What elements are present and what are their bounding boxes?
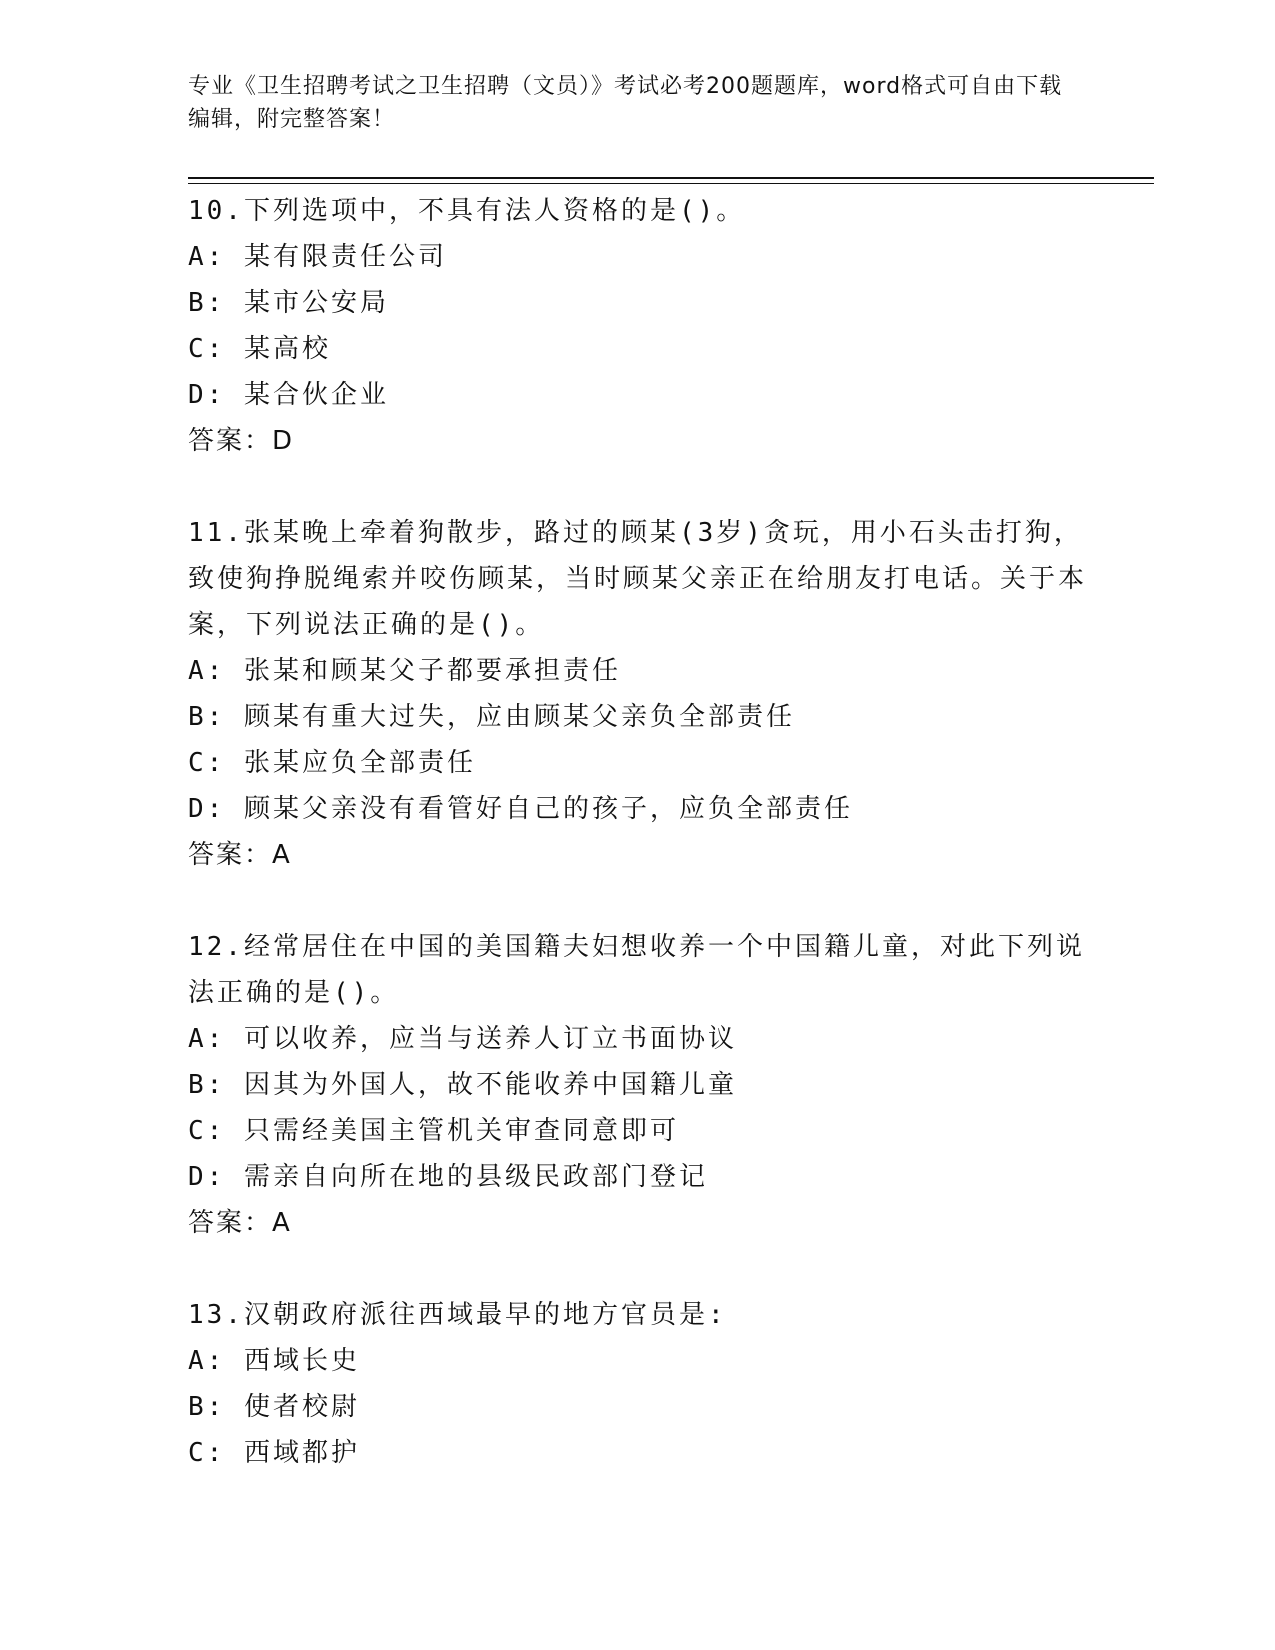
option-a: A: 可以收养，应当与送养人订立书面协议 xyxy=(188,1024,737,1054)
document-header: 专业《卫生招聘考试之卫生招聘（文员）》考试必考200题题库，word格式可自由下载编辑，附完整答案！ xyxy=(188,74,1063,132)
question-stem: 12.经常居住在中国的美国籍夫妇想收养一个中国籍儿童，对此下列说法正确的是()。 xyxy=(188,932,1085,1008)
question-stem: 10.下列选项中，不具有法人资格的是()。 xyxy=(188,196,746,226)
answer-label: 答案：A xyxy=(188,840,292,870)
option-b: B: 顾某有重大过失，应由顾某父亲负全部责任 xyxy=(188,702,795,732)
question-stem: 13.汉朝政府派往西域最早的地方官员是: xyxy=(188,1300,727,1330)
option-c: C: 只需经美国主管机关审查同意即可 xyxy=(188,1116,679,1146)
option-a: A: 西域长史 xyxy=(188,1346,360,1376)
option-d: D: 需亲自向所在地的县级民政部门登记 xyxy=(188,1162,708,1192)
answer-label: 答案：A xyxy=(188,1208,292,1238)
question-11 xyxy=(188,510,1088,878)
question-12 xyxy=(188,924,1088,1246)
question-10 xyxy=(188,188,1088,464)
option-b: B: 某市公安局 xyxy=(188,288,389,318)
option-c: C: 某高校 xyxy=(188,334,331,364)
question-list xyxy=(188,188,1088,1522)
header-divider-thick xyxy=(188,177,1154,179)
option-a: A: 张某和顾某父子都要承担责任 xyxy=(188,656,621,686)
option-c: C: 张某应负全部责任 xyxy=(188,748,476,778)
option-c: C: 西域都护 xyxy=(188,1438,360,1468)
question-stem: 11.张某晚上牵着狗散步，路过的顾某(3岁)贪玩，用小石头击打狗，致使狗挣脱绳索并咬伤顾某，当时顾某父亲正在给朋友打电话。关于本案，下列说法正确的是()。 xyxy=(188,518,1088,640)
option-b: B: 因其为外国人，故不能收养中国籍儿童 xyxy=(188,1070,737,1100)
option-d: D: 某合伙企业 xyxy=(188,380,389,410)
option-b: B: 使者校尉 xyxy=(188,1392,360,1422)
question-13 xyxy=(188,1292,1088,1476)
answer-label: 答案：D xyxy=(188,426,295,456)
header-divider-thin xyxy=(188,183,1154,184)
option-a: A: 某有限责任公司 xyxy=(188,242,447,272)
option-d: D: 顾某父亲没有看管好自己的孩子，应负全部责任 xyxy=(188,794,853,824)
